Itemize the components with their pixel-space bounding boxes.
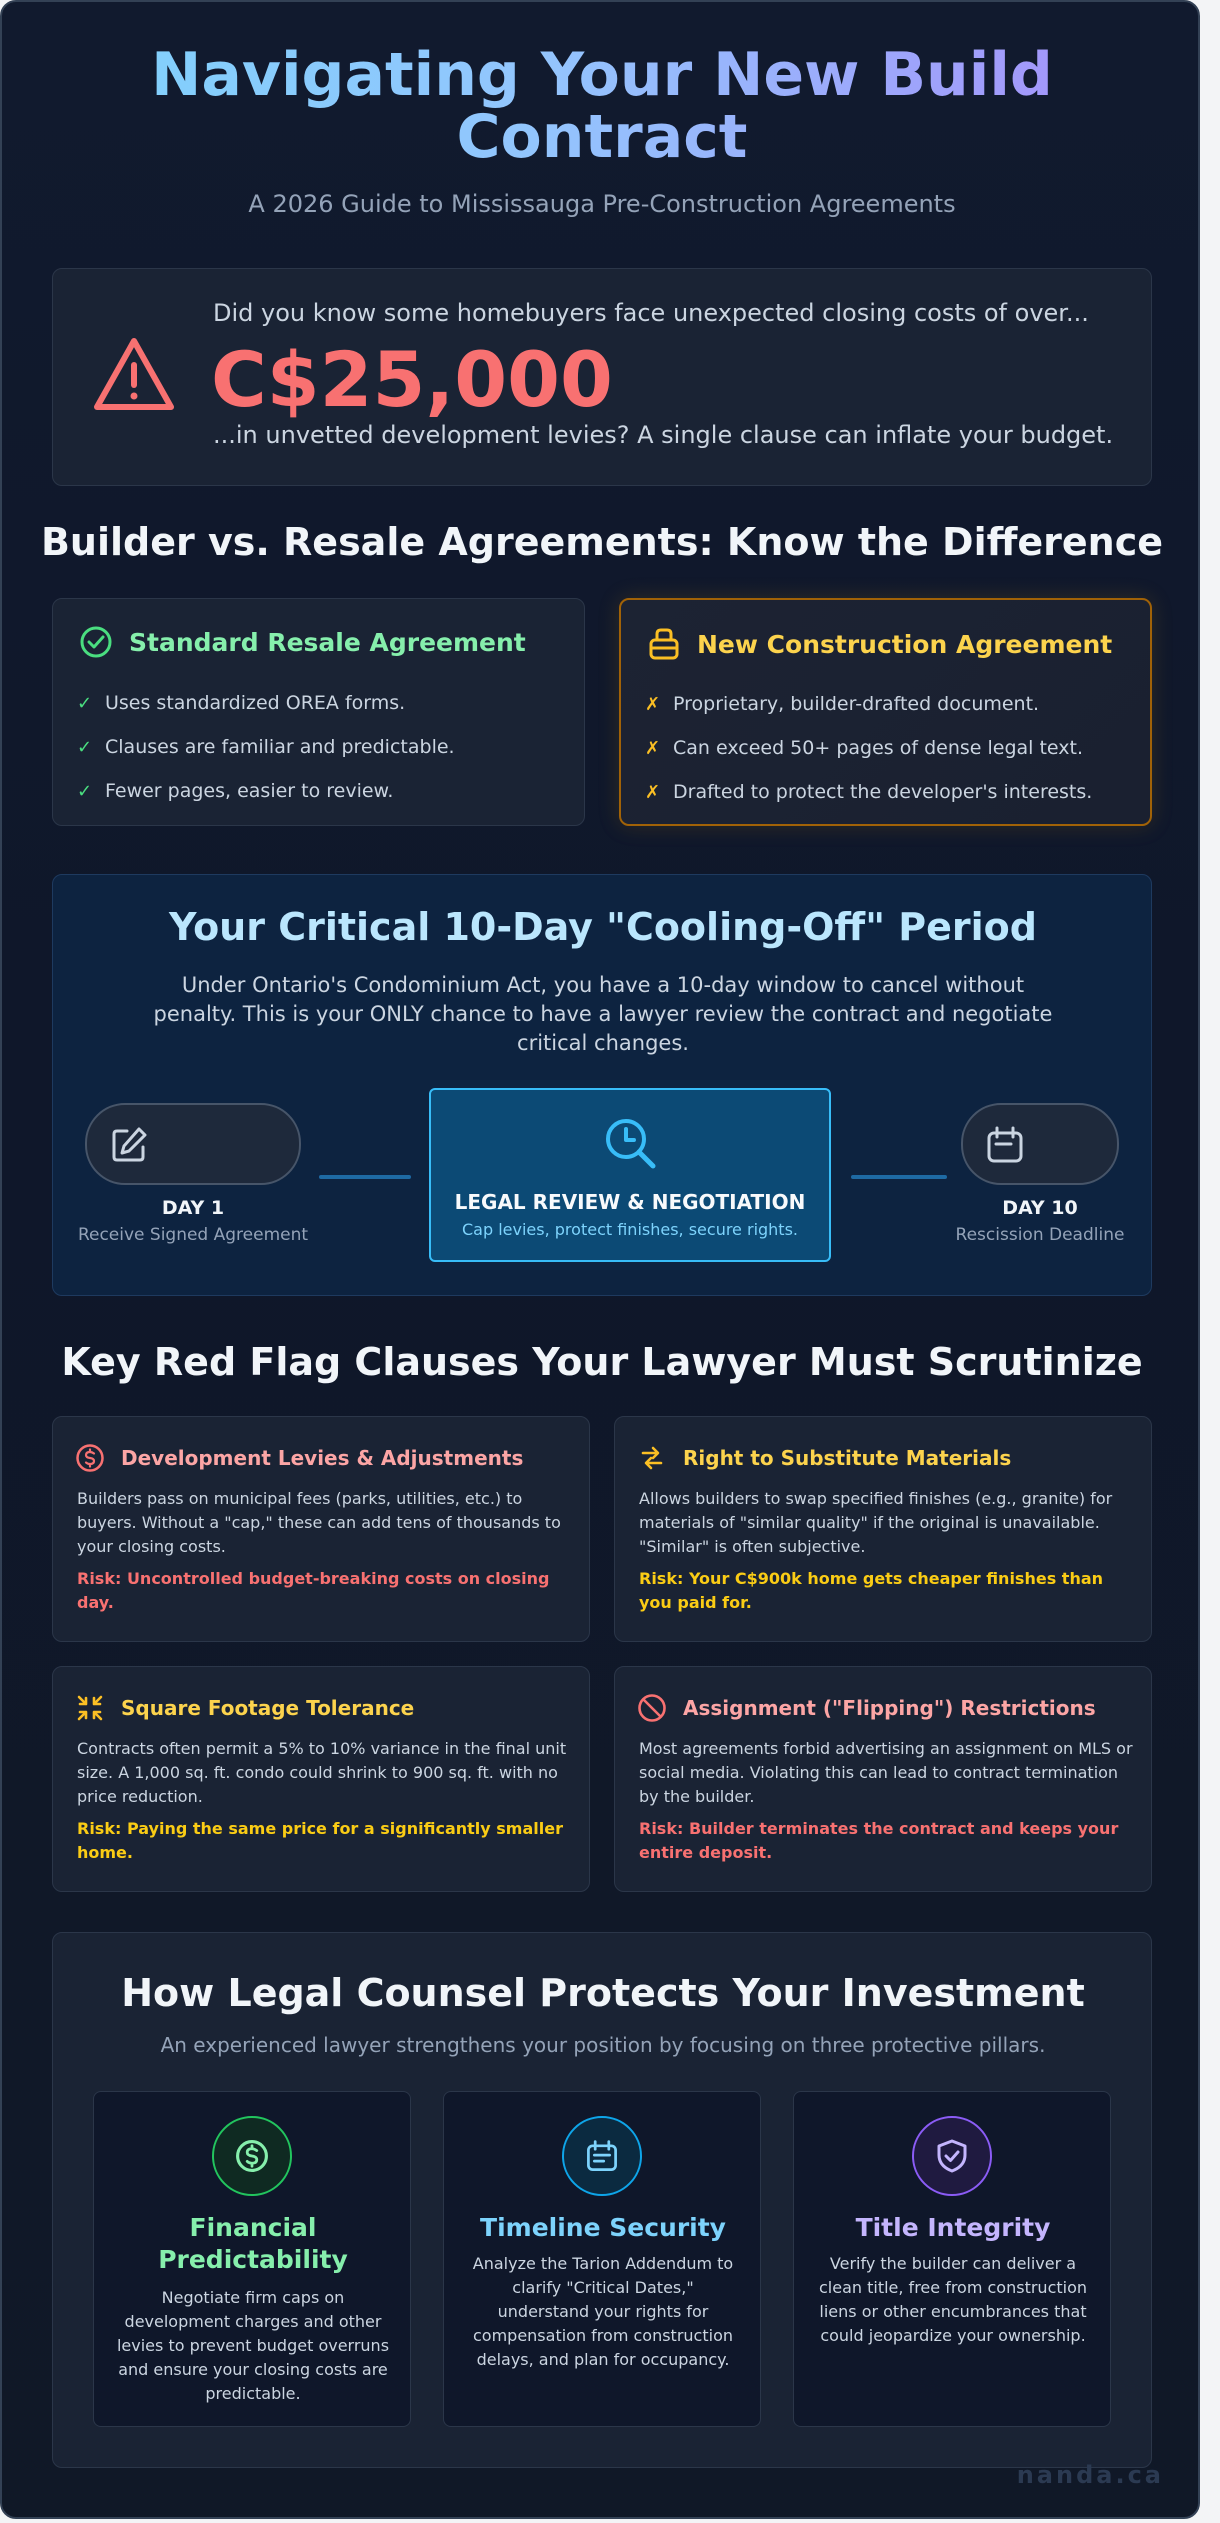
red-flag-risk: Risk: Uncontrolled budget-breaking costs on closing day. — [77, 1569, 550, 1612]
list-item: ✗ Can exceed 50+ pages of dense legal text. — [645, 737, 1084, 759]
page-title-line-1: Navigating Your New Build — [151, 40, 1053, 110]
day-1-sub: Receive Signed Agreement — [77, 1225, 309, 1245]
cross-mark-icon: ✗ — [645, 693, 661, 715]
shrink-arrows-icon — [75, 1693, 105, 1723]
alert-lead-text: Did you know some homebuyers face unexpected closing costs of over... — [213, 299, 1089, 327]
check-mark-icon: ✓ — [77, 736, 93, 758]
alert-tail-text: ...in unvetted development levies? A single clause can inflate your budget. — [213, 421, 1114, 449]
cooling-off-title: Your Critical 10-Day "Cooling-Off" Period — [169, 905, 1037, 949]
red-flag-card-assignment — [614, 1666, 1152, 1892]
calendar-icon — [585, 2139, 619, 2173]
dollar-circle-icon — [234, 2138, 270, 2174]
red-flag-card-levies — [52, 1416, 590, 1642]
red-flag-risk: Risk: Builder terminates the contract and keeps your entire deposit. — [639, 1819, 1119, 1862]
resale-card-title: Standard Resale Agreement — [129, 627, 526, 657]
list-item: ✗ Drafted to protect the developer's interests. — [645, 781, 1093, 803]
pillar-title: Financial Predictability — [158, 2213, 348, 2274]
pillar-title-integrity — [793, 2091, 1111, 2427]
warning-triangle-icon — [91, 335, 177, 415]
timeline-connector — [851, 1175, 947, 1179]
resale-agreement-card — [52, 598, 585, 826]
counsel-subtitle: An experienced lawyer strengthens your position by focusing on three protective pillars. — [160, 2033, 1046, 2057]
page-subtitle: A 2026 Guide to Mississauga Pre-Construction Agreements — [248, 190, 956, 218]
legal-review-box — [429, 1088, 831, 1262]
pillar-body: Analyze the Tarion Addendum to clarify "Critical Dates," understand your rights for compensation from construction delays, and plan for occupancy. — [472, 2254, 734, 2369]
red-flag-title: Assignment ("Flipping") Restrictions — [683, 1696, 1096, 1720]
check-circle-icon — [79, 625, 113, 659]
legal-review-sub: Cap levies, protect finishes, secure rights. — [462, 1220, 798, 1239]
list-item: ✗ Proprietary, builder-drafted document. — [645, 693, 1040, 715]
prohibited-icon — [637, 1693, 667, 1723]
alert-amount: C$25,000 — [211, 335, 613, 424]
day-10-sub: Rescission Deadline — [955, 1225, 1125, 1245]
list-item: ✓ Fewer pages, easier to review. — [77, 780, 394, 802]
closing-cost-alert — [52, 268, 1152, 486]
red-flag-body: Builders pass on municipal fees (parks, utilities, etc.) to buyers. Without a "cap," these can add tens of thousands to your closing costs. — [77, 1489, 561, 1556]
timeline-connector — [319, 1175, 411, 1179]
check-mark-icon: ✓ — [77, 780, 93, 802]
pillar-title: Title Integrity — [855, 2213, 1051, 2242]
day-10-pill — [961, 1103, 1119, 1185]
pillar-timeline — [443, 2091, 761, 2427]
calendar-icon — [985, 1125, 1025, 1165]
pillar-financial — [93, 2091, 411, 2427]
red-flag-risk: Risk: Your C$900k home gets cheaper finishes than you paid for. — [639, 1569, 1104, 1612]
pillar-icon-ring — [562, 2116, 642, 2196]
pillar-body: Verify the builder can deliver a clean title, free from construction liens or other encumbrances that could jeopardize your ownership. — [818, 2254, 1088, 2345]
list-item: ✓ Uses standardized OREA forms. — [77, 692, 406, 714]
new-construction-card-title: New Construction Agreement — [697, 629, 1113, 659]
legal-review-title: LEGAL REVIEW & NEGOTIATION — [454, 1190, 806, 1214]
page-title-line-2: Contract — [456, 102, 748, 172]
shield-check-icon — [935, 2138, 969, 2174]
red-flag-card-substitution — [614, 1416, 1152, 1642]
list-item: ✓ Clauses are familiar and predictable. — [77, 736, 455, 758]
edit-icon — [109, 1125, 149, 1165]
red-flag-title: Square Footage Tolerance — [121, 1696, 415, 1720]
day-10-label: DAY 10 — [1002, 1197, 1078, 1219]
cooling-off-description: Under Ontario's Condominium Act, you have a 10-day window to cancel without penalty. This is your ONLY chance to have a lawyer review the contract and negotiate critical changes. — [153, 973, 1053, 1055]
swap-arrows-icon — [637, 1443, 667, 1473]
legal-counsel-panel — [52, 1932, 1152, 2468]
search-clock-icon — [603, 1116, 659, 1172]
cooling-off-panel — [52, 874, 1152, 1296]
pillar-title: Timeline Security — [480, 2213, 726, 2242]
day-1-pill — [85, 1103, 301, 1185]
brand-watermark: nanda.ca — [1016, 2461, 1164, 2489]
red-flag-body: Most agreements forbid advertising an assignment on MLS or social media. Violating this can lead to contract termination by the builder. — [639, 1739, 1133, 1806]
cross-mark-icon: ✗ — [645, 737, 661, 759]
hard-hat-icon — [647, 626, 681, 662]
check-mark-icon: ✓ — [77, 692, 93, 714]
red-flag-title: Right to Substitute Materials — [683, 1446, 1012, 1470]
red-flag-risk: Risk: Paying the same price for a significantly smaller home. — [77, 1819, 563, 1862]
comparison-heading: Builder vs. Resale Agreements: Know the Difference — [40, 520, 1164, 564]
red-flag-card-square-footage — [52, 1666, 590, 1892]
red-flag-body: Allows builders to swap specified finishes (e.g., granite) for materials of "similar quality" if the original is unavailable. "Similar" is often subjective. — [639, 1489, 1113, 1556]
counsel-title: How Legal Counsel Protects Your Investment — [121, 1971, 1085, 2015]
red-flag-body: Contracts often permit a 5% to 10% variance in the final unit size. A 1,000 sq. ft. condo could shrink to 900 sq. ft. with no price reduction. — [77, 1739, 567, 1806]
pillar-icon-ring — [212, 2116, 292, 2196]
dollar-circle-icon — [75, 1443, 105, 1473]
pillar-body: Negotiate firm caps on development charges and other levies to prevent budget overruns and ensure your closing costs are predictable. — [116, 2288, 390, 2403]
red-flags-heading: Key Red Flag Clauses Your Lawyer Must Scrutinize — [61, 1340, 1143, 1384]
page-title — [2, 40, 1200, 172]
day-1-label: DAY 1 — [161, 1197, 225, 1219]
cross-mark-icon: ✗ — [645, 781, 661, 803]
red-flag-title: Development Levies & Adjustments — [121, 1446, 524, 1470]
new-construction-agreement-card — [619, 598, 1152, 826]
pillar-icon-ring — [912, 2116, 992, 2196]
